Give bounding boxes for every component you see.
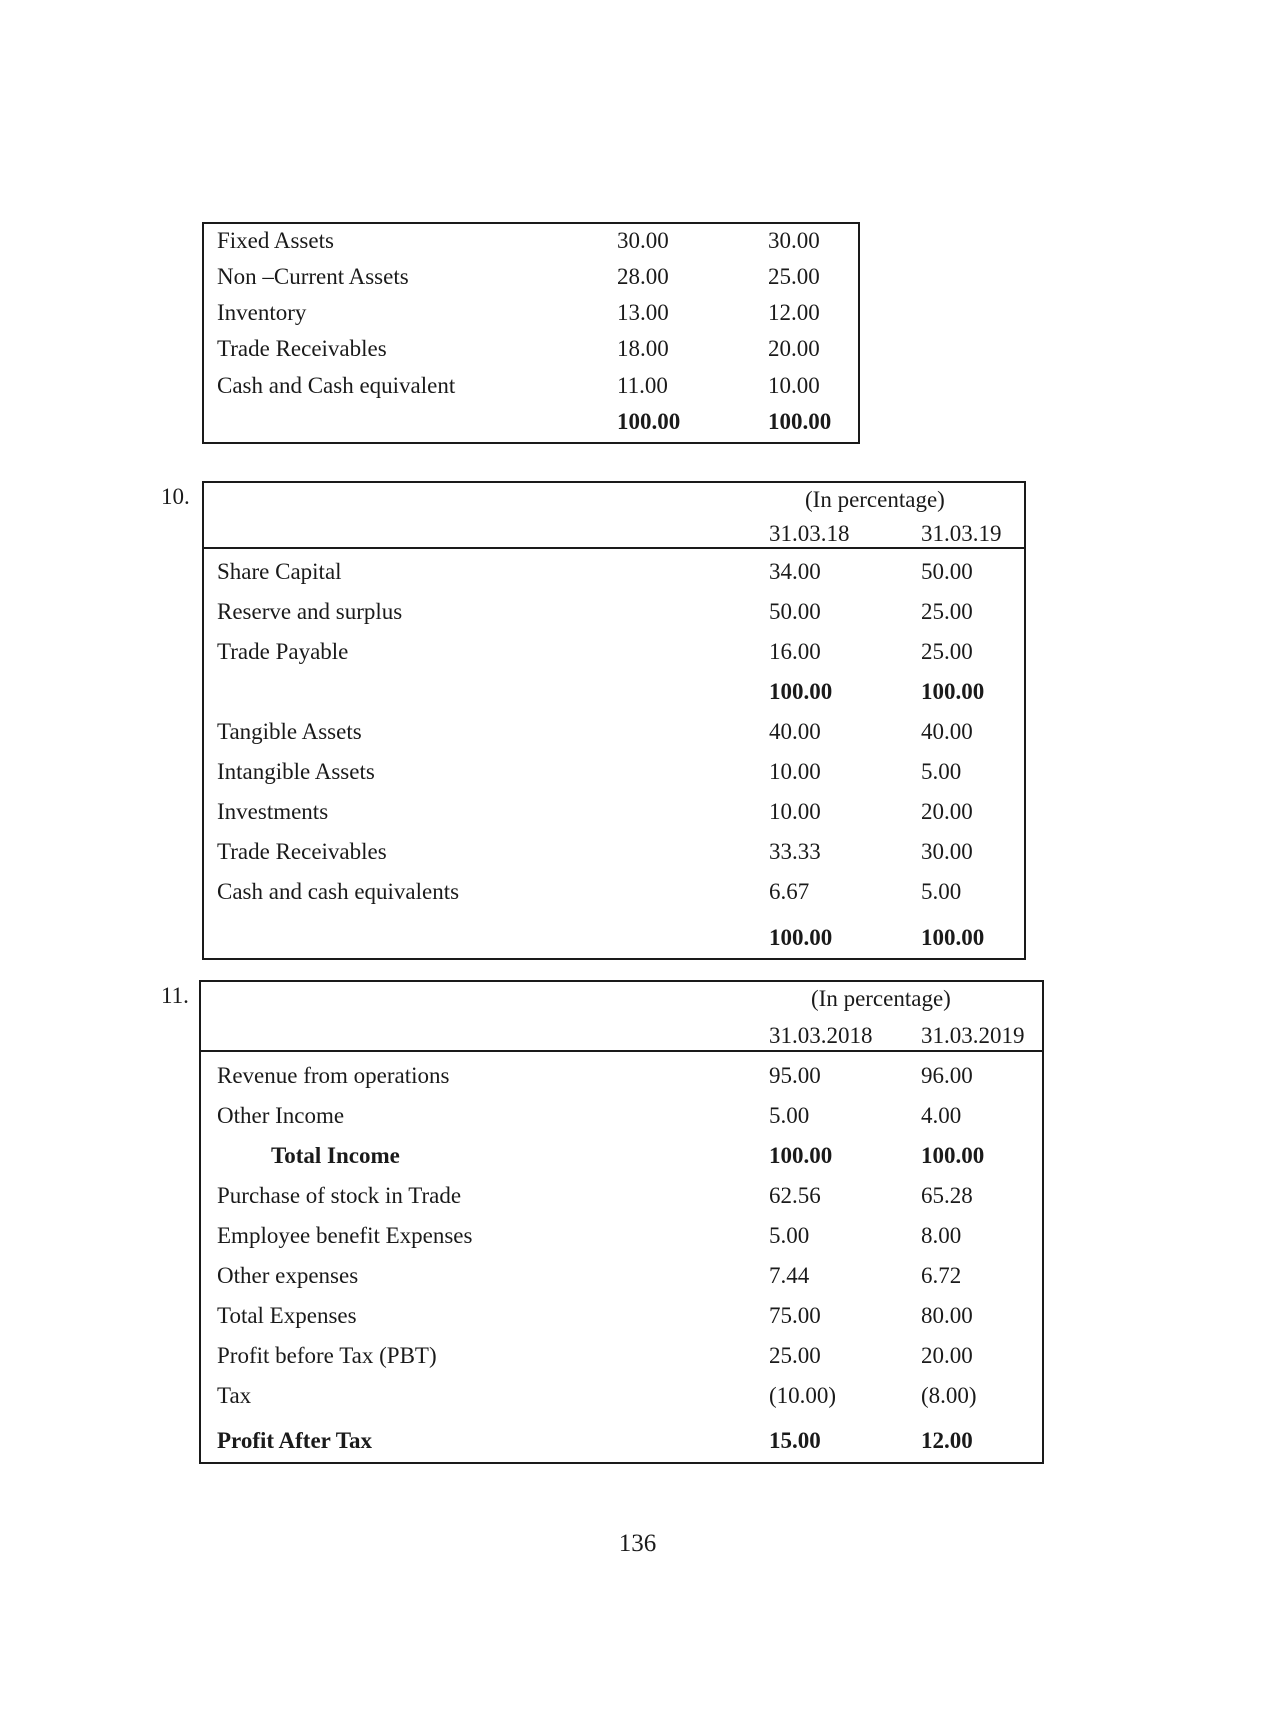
table-row bbox=[201, 1378, 1042, 1414]
table-row bbox=[204, 674, 1024, 710]
row-label: Total Income bbox=[271, 1143, 400, 1168]
q10-table bbox=[202, 481, 1026, 960]
row-value-col2: 100.00 bbox=[768, 409, 832, 434]
row-value-col1: 28.00 bbox=[617, 264, 669, 289]
row-label: Other expenses bbox=[217, 1263, 359, 1288]
row-label: Employee benefit Expenses bbox=[217, 1223, 473, 1248]
row-label: Trade Payable bbox=[217, 639, 349, 664]
row-value-col2: 96.00 bbox=[921, 1063, 973, 1088]
row-value-col2: 25.00 bbox=[768, 264, 820, 289]
table-row bbox=[201, 1058, 1042, 1094]
row-value-col1: 15.00 bbox=[769, 1428, 821, 1453]
row-value-col1: 13.00 bbox=[617, 300, 669, 325]
row-value-col1: 40.00 bbox=[769, 719, 821, 744]
row-label: Cash and Cash equivalent bbox=[217, 373, 456, 398]
table-row bbox=[201, 1098, 1042, 1134]
row-label: Investments bbox=[217, 799, 329, 824]
row-value-col1: 5.00 bbox=[769, 1223, 810, 1248]
row-value-col2: 12.00 bbox=[921, 1428, 973, 1453]
row-value-col1: 100.00 bbox=[769, 925, 833, 950]
table-row bbox=[204, 634, 1024, 670]
table-row bbox=[204, 223, 858, 259]
row-value-col1: 100.00 bbox=[769, 679, 833, 704]
row-value-col2: 5.00 bbox=[921, 759, 962, 784]
question-number-10: 10. bbox=[161, 484, 190, 509]
table-row bbox=[204, 368, 858, 404]
row-label: Inventory bbox=[217, 300, 307, 325]
table-row bbox=[201, 1138, 1042, 1174]
q10-header-rule bbox=[204, 547, 1024, 549]
row-value-col2: 30.00 bbox=[768, 228, 820, 253]
row-value-col2: 80.00 bbox=[921, 1303, 973, 1328]
row-value-col1: 10.00 bbox=[769, 759, 821, 784]
table-row bbox=[201, 1423, 1042, 1459]
table-row bbox=[204, 834, 1024, 870]
row-label: Other Income bbox=[217, 1103, 345, 1128]
row-value-col2: 20.00 bbox=[921, 1343, 973, 1368]
row-value-col2: 25.00 bbox=[921, 599, 973, 624]
q11-caption: (In percentage) bbox=[811, 986, 951, 1011]
row-value-col1: 100.00 bbox=[769, 1143, 833, 1168]
row-value-col2: 40.00 bbox=[921, 719, 973, 744]
row-value-col2: 12.00 bbox=[768, 300, 820, 325]
row-value-col1: 6.67 bbox=[769, 879, 810, 904]
row-value-col1: 33.33 bbox=[769, 839, 821, 864]
table-row bbox=[204, 714, 1024, 750]
row-label: Cash and cash equivalents bbox=[217, 879, 460, 904]
row-value-col2: (8.00) bbox=[921, 1383, 977, 1408]
q11-table bbox=[199, 980, 1044, 1464]
row-value-col1: 30.00 bbox=[617, 228, 669, 253]
table-row bbox=[201, 1218, 1042, 1254]
question-number-11: 11. bbox=[161, 983, 189, 1008]
row-label: Fixed Assets bbox=[217, 228, 334, 253]
table-row bbox=[201, 1298, 1042, 1334]
row-value-col2: 25.00 bbox=[921, 639, 973, 664]
q11-col2-header: 31.03.2019 bbox=[921, 1023, 1025, 1048]
assets-table-top bbox=[202, 222, 860, 444]
row-value-col2: 100.00 bbox=[921, 925, 985, 950]
q11-header-rule bbox=[201, 1050, 1042, 1052]
row-label: Profit After Tax bbox=[217, 1428, 373, 1453]
row-value-col2: 4.00 bbox=[921, 1103, 962, 1128]
row-value-col2: 50.00 bbox=[921, 559, 973, 584]
row-value-col1: 16.00 bbox=[769, 639, 821, 664]
table-row bbox=[204, 594, 1024, 630]
row-value-col1: 62.56 bbox=[769, 1183, 821, 1208]
table-row bbox=[204, 554, 1024, 590]
row-value-col2: 6.72 bbox=[921, 1263, 962, 1288]
row-label: Tangible Assets bbox=[217, 719, 362, 744]
row-label: Trade Receivables bbox=[217, 839, 387, 864]
row-value-col1: 100.00 bbox=[617, 409, 681, 434]
row-label: Non –Current Assets bbox=[217, 264, 409, 289]
row-label: Purchase of stock in Trade bbox=[217, 1183, 462, 1208]
q11-col1-header: 31.03.2018 bbox=[769, 1023, 873, 1048]
row-value-col1: 50.00 bbox=[769, 599, 821, 624]
row-value-col1: 75.00 bbox=[769, 1303, 821, 1328]
row-label: Revenue from operations bbox=[217, 1063, 450, 1088]
table-row bbox=[204, 794, 1024, 830]
q10-col2-header: 31.03.19 bbox=[921, 521, 1002, 546]
row-value-col2: 10.00 bbox=[768, 373, 820, 398]
table-row bbox=[201, 1258, 1042, 1294]
row-label: Share Capital bbox=[217, 559, 342, 584]
row-value-col2: 65.28 bbox=[921, 1183, 973, 1208]
table-row bbox=[201, 1178, 1042, 1214]
table-row bbox=[204, 295, 858, 331]
row-label: Trade Receivables bbox=[217, 336, 387, 361]
row-value-col1: 34.00 bbox=[769, 559, 821, 584]
row-label: Reserve and surplus bbox=[217, 599, 403, 624]
row-value-col1: 11.00 bbox=[617, 373, 668, 398]
table-row bbox=[204, 259, 858, 295]
row-value-col1: 25.00 bbox=[769, 1343, 821, 1368]
table-row bbox=[204, 404, 858, 440]
row-label: Tax bbox=[217, 1383, 252, 1408]
table-row bbox=[201, 1338, 1042, 1374]
row-label: Intangible Assets bbox=[217, 759, 375, 784]
row-value-col2: 20.00 bbox=[768, 336, 820, 361]
row-value-col2: 8.00 bbox=[921, 1223, 962, 1248]
row-label: Profit before Tax (PBT) bbox=[217, 1343, 437, 1368]
row-value-col2: 100.00 bbox=[921, 1143, 985, 1168]
row-value-col1: 5.00 bbox=[769, 1103, 810, 1128]
table-row bbox=[204, 331, 858, 367]
page-number: 136 bbox=[618, 1530, 657, 1557]
q10-caption: (In percentage) bbox=[805, 487, 945, 512]
row-value-col1: 18.00 bbox=[617, 336, 669, 361]
table-row bbox=[204, 754, 1024, 790]
row-value-col1: 95.00 bbox=[769, 1063, 821, 1088]
q10-col1-header: 31.03.18 bbox=[769, 521, 850, 546]
row-label: Total Expenses bbox=[217, 1303, 357, 1328]
row-value-col2: 5.00 bbox=[921, 879, 962, 904]
row-value-col2: 20.00 bbox=[921, 799, 973, 824]
table-row bbox=[204, 874, 1024, 910]
row-value-col2: 100.00 bbox=[921, 679, 985, 704]
row-value-col2: 30.00 bbox=[921, 839, 973, 864]
row-value-col1: (10.00) bbox=[769, 1383, 837, 1408]
row-value-col1: 10.00 bbox=[769, 799, 821, 824]
row-value-col1: 7.44 bbox=[769, 1263, 810, 1288]
table-row bbox=[204, 920, 1024, 956]
